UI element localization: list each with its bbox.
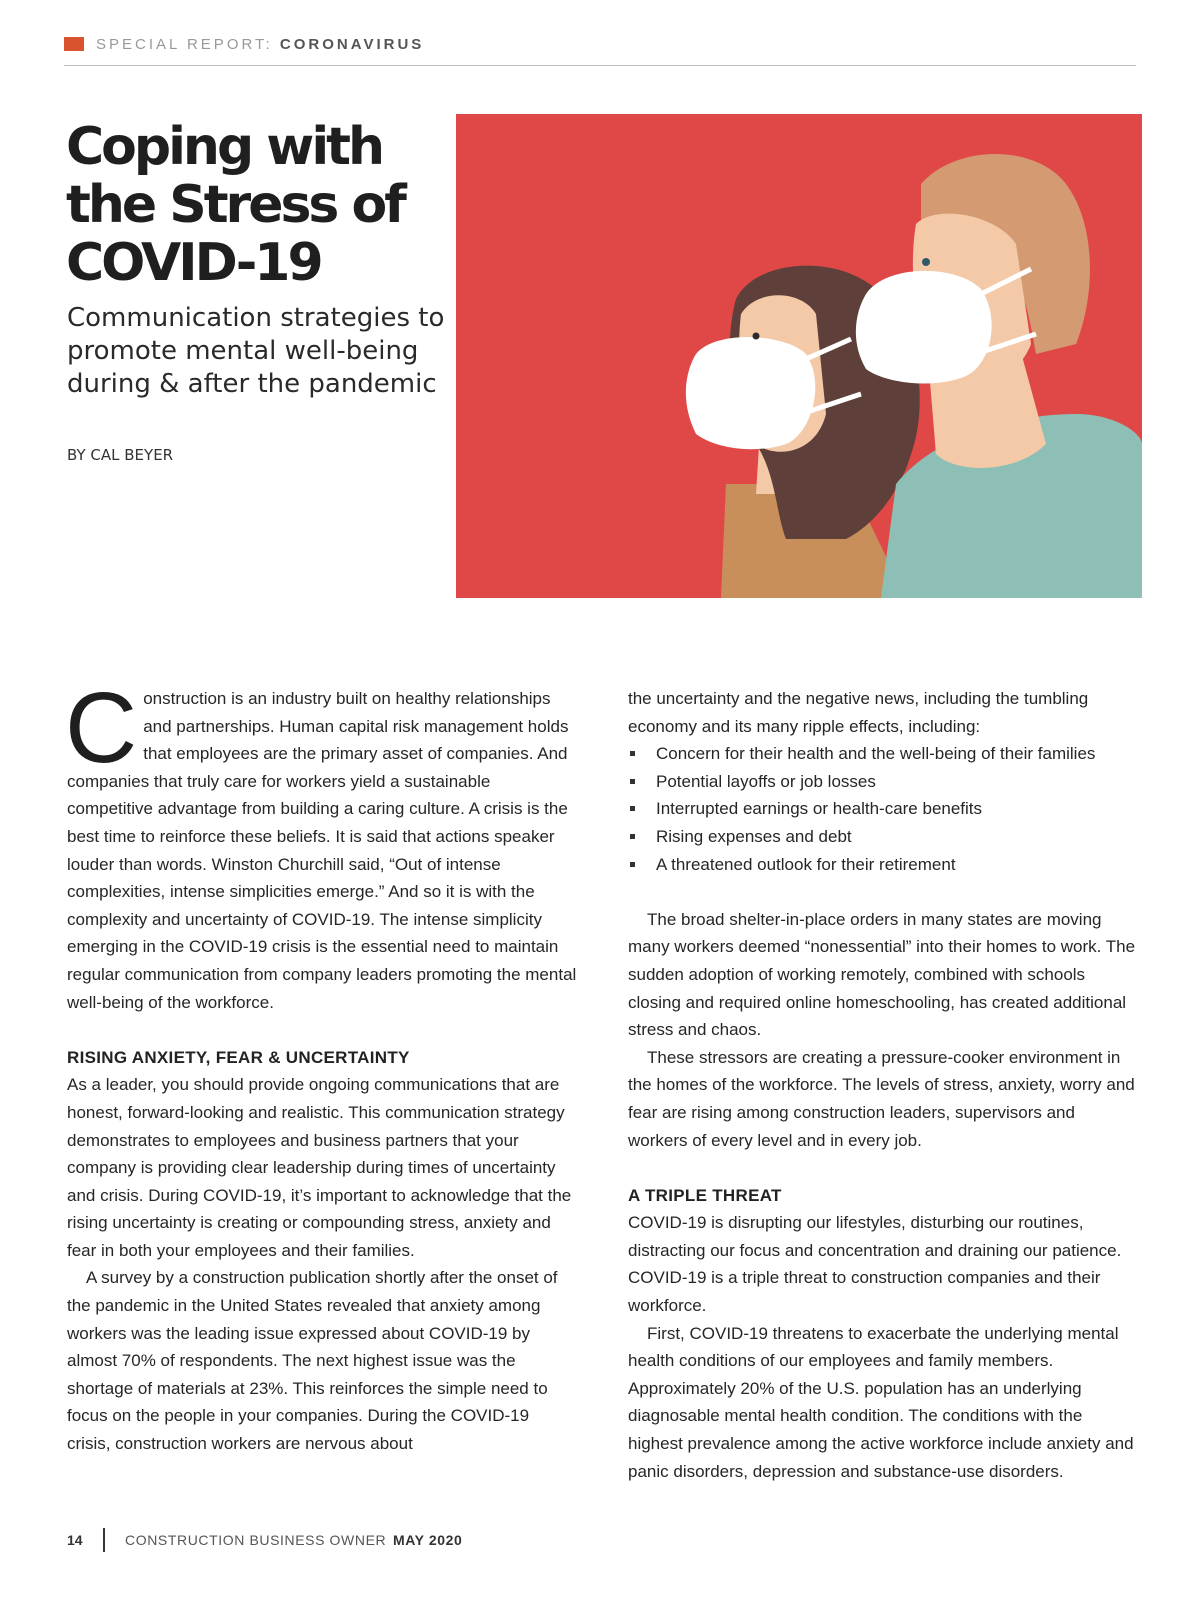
body-column-left — [65, 672, 577, 1458]
body-paragraph: A survey by a construction publication shortly after the onset of the pandemic in the United States revealed that anxiety among workers was the leading issue expressed about COVID-19 by almost 70% of respondents. The next highest issue was the shortage of materials at 23%. This reinforces the simple need to focus on the people in your companies. During the COVID-19 crisis, construction workers are nervous about — [67, 1268, 558, 1454]
body-column-right — [628, 685, 1138, 1485]
subtitle-line: during & after the pandemic — [67, 369, 437, 399]
section-marker-icon — [64, 37, 84, 51]
body-paragraph: The broad shelter-in-place orders in many states are moving many workers deemed “nonessential” into their homes to work. The sudden adoption of working remotely, combined with schools closing and required online homeschooling, has created additional stress and chaos. — [628, 909, 1136, 1040]
subtitle-line: promote mental well-being — [67, 336, 419, 366]
section-heading: A TRIPLE THREAT — [628, 1185, 782, 1205]
article-title — [66, 118, 446, 292]
author-byline: BY CAL BEYER — [67, 446, 174, 464]
list-item: Interrupted earnings or health-care benefits — [628, 795, 1138, 823]
body-paragraph: COVID-19 is disrupting our lifestyles, disturbing our routines, distracting our focus and concentration and draining our patience. COVID-19 is a triple threat to construction companies and their workforce. — [628, 1213, 1122, 1316]
section-label-prefix: SPECIAL REPORT: — [96, 36, 273, 53]
list-item: A threatened outlook for their retirement — [628, 851, 1138, 879]
section-heading: RISING ANXIETY, FEAR & UNCERTAINTY — [67, 1047, 410, 1067]
masked-people-illustration — [456, 114, 1142, 598]
subtitle-line: Communication strategies to — [67, 303, 445, 333]
body-paragraph: As a leader, you should provide ongoing communications that are honest, forward-looking and realistic. This communication strategy demonstrates to employees and business partners that your company is providing clear leadership during times of uncertainty and crisis. During COVID-19, it’s important to acknowledge that the rising uncertainty is creating or compounding stress, anxiety and fear in both your employees and their families. — [67, 1075, 572, 1260]
drop-cap: C — [65, 672, 138, 784]
concerns-list — [628, 740, 1138, 878]
man-mask — [856, 271, 992, 384]
body-paragraph: These stressors are creating a pressure-cooker environment in the homes of the workforce. The levels of stress, anxiety, worry and fear are rising among construction leaders, supervisors and workers of every level and in every job. — [628, 1047, 1135, 1150]
list-item: Rising expenses and debt — [628, 823, 1138, 851]
list-item: Potential layoffs or job losses — [628, 768, 1138, 796]
woman-eye-icon — [753, 333, 760, 340]
body-paragraph: First, COVID-19 threatens to exacerbate the underlying mental health conditions of our employees and family members. Approximately 20% of the U.S. population has an underlying diagnosable mental health condition. The conditions with the highest prevalence among the active workforce include anxiety and panic disorders, depression and substance-use disorders. — [628, 1323, 1134, 1481]
list-item: Concern for their health and the well-being of their families — [628, 740, 1138, 768]
issue-date: MAY 2020 — [393, 1532, 463, 1548]
article-subtitle — [67, 302, 447, 401]
man-eye-icon — [922, 258, 930, 266]
title-line: Coping with — [66, 117, 383, 177]
paragraph-text: onstruction is an industry built on healthy relationships and partnerships. Human capital risk management holds that employees are the primary asset of companies. And companies that truly care for workers yield a sustainable competitive advantage from building a caring culture. A crisis is the best time to reinforce these beliefs. It is said that actions speaker louder than words. Winston Churchill said, “Out of intense complexities, intense simplicities emerge.” And so it is with the complexity and uncertainty of COVID-19. The intense simplicity emerging in the COVID-19 crisis is the essential need to maintain regular communication from company leaders promoting the mental well-being of the workforce. — [67, 689, 577, 1012]
body-paragraph — [65, 672, 577, 1016]
woman-mask — [686, 337, 815, 449]
section-header — [64, 36, 1136, 66]
body-paragraph: the uncertainty and the negative news, including the tumbling economy and its many ripple effects, including: — [628, 689, 1089, 736]
title-line: COVID-19 — [66, 233, 321, 293]
footer-divider — [103, 1528, 105, 1552]
page-number: 14 — [67, 1532, 83, 1548]
title-line: the Stress of — [66, 175, 404, 235]
publication-name: CONSTRUCTION BUSINESS OWNER — [125, 1532, 387, 1548]
section-label — [96, 36, 424, 53]
section-topic: CORONAVIRUS — [279, 36, 425, 53]
